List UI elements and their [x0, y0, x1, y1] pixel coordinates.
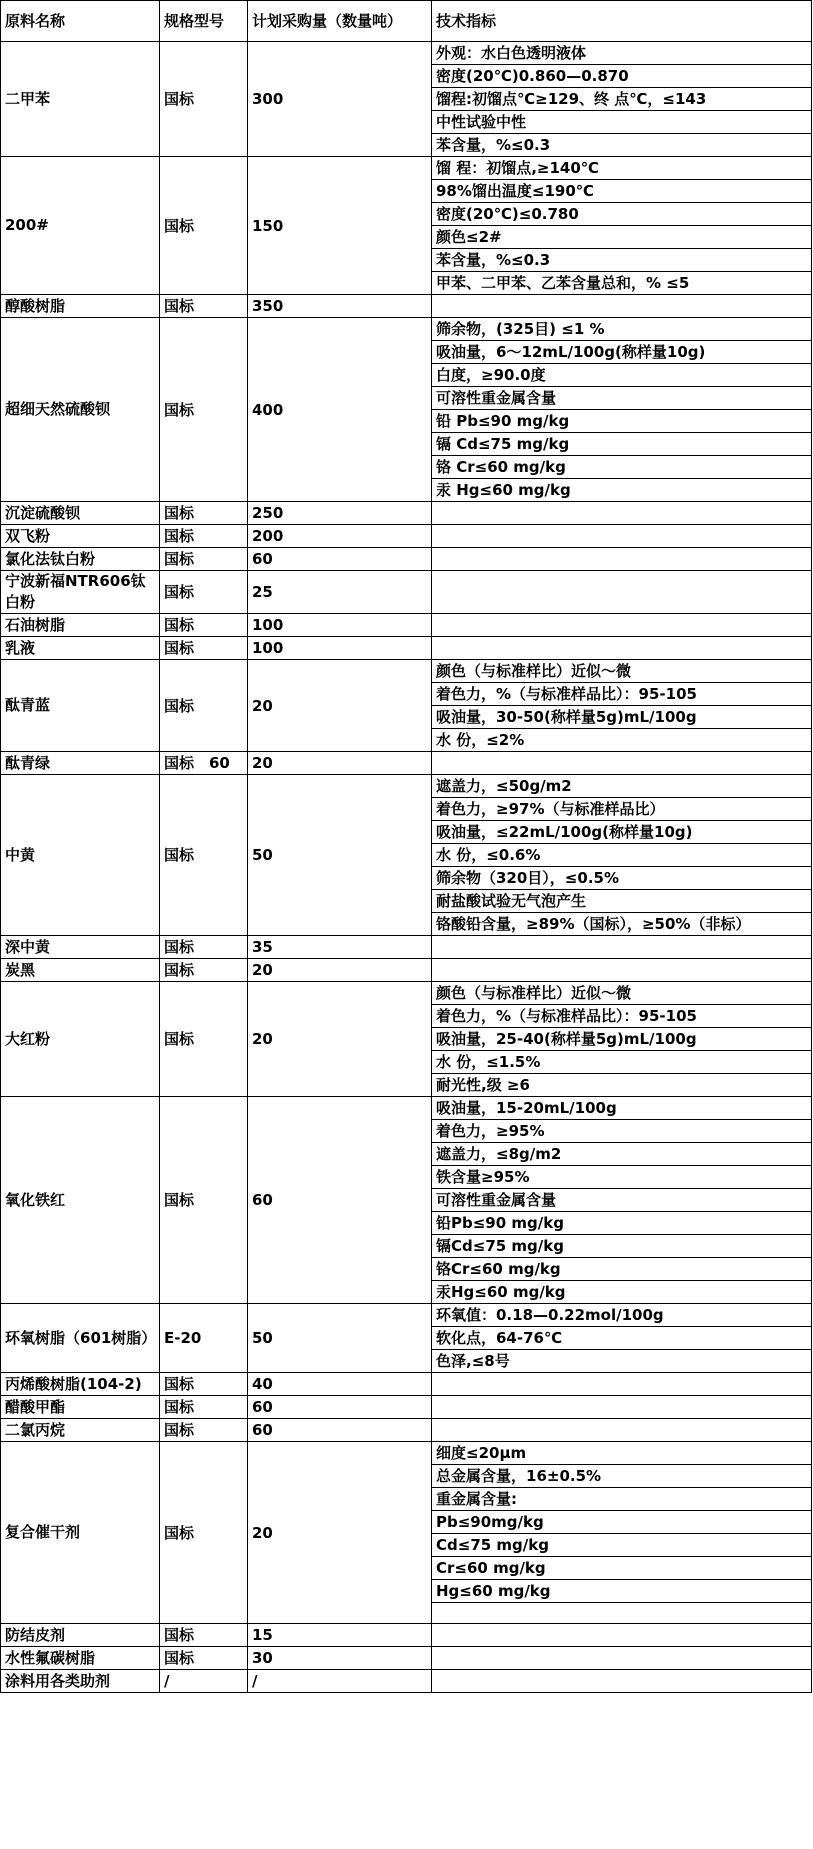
- material-name-cell: 二氯丙烷: [1, 1419, 160, 1442]
- material-name-cell: 醋酸甲酯: [1, 1396, 160, 1419]
- technical-spec-line: 重金属含量:: [432, 1488, 812, 1511]
- technical-spec-line: Pb≤90mg/kg: [432, 1511, 812, 1534]
- spec-model-cell: 国标: [160, 1097, 248, 1304]
- material-name-cell: 二甲苯: [1, 42, 160, 157]
- technical-spec-line: 中性试验中性: [432, 111, 812, 134]
- technical-spec-line: 外观：水白色透明液体: [432, 42, 812, 65]
- technical-spec-line: 着色力，%（与标准样品比）：95-105: [432, 1005, 812, 1028]
- spec-model-cell: 国标: [160, 614, 248, 637]
- technical-spec-line: 着色力，≥95%: [432, 1120, 812, 1143]
- technical-spec-cell: [432, 1396, 812, 1419]
- technical-spec-line: 馏 程：初馏点,≥140℃: [432, 157, 812, 180]
- table-row: [1, 295, 812, 318]
- technical-spec-line: 镉 Cd≤75 mg/kg: [432, 433, 812, 456]
- table-row: [1, 982, 812, 1005]
- material-name-cell: 氯化法钛白粉: [1, 548, 160, 571]
- planned-quantity-cell: 400: [248, 318, 432, 502]
- technical-spec-line: 可溶性重金属含量: [432, 387, 812, 410]
- material-name-cell: 酞青蓝: [1, 660, 160, 752]
- spec-model-cell: 国标: [160, 660, 248, 752]
- technical-spec-line: 着色力，≥97%（与标准样品比）: [432, 798, 812, 821]
- material-name-cell: 炭黑: [1, 959, 160, 982]
- table-row: [1, 318, 812, 341]
- table-row: [1, 1624, 812, 1647]
- technical-spec-line: 铅 Pb≤90 mg/kg: [432, 410, 812, 433]
- table-row: [1, 752, 812, 775]
- technical-spec-cell: [432, 1670, 812, 1693]
- material-name-cell: 超细天然硫酸钡: [1, 318, 160, 502]
- table-row: [1, 614, 812, 637]
- planned-quantity-cell: 60: [248, 548, 432, 571]
- planned-quantity-cell: 20: [248, 660, 432, 752]
- table-row: [1, 1419, 812, 1442]
- spec-model-cell: 国标: [160, 1624, 248, 1647]
- planned-quantity-cell: 60: [248, 1396, 432, 1419]
- material-name-cell: 石油树脂: [1, 614, 160, 637]
- spec-model-cell: 国标: [160, 1647, 248, 1670]
- spec-model-cell: 国标: [160, 775, 248, 936]
- planned-quantity-cell: /: [248, 1670, 432, 1693]
- planned-quantity-cell: 40: [248, 1373, 432, 1396]
- technical-spec-cell: [432, 637, 812, 660]
- table-row: [1, 1442, 812, 1465]
- header-row: [1, 1, 812, 42]
- spec-model-cell: 国标: [160, 959, 248, 982]
- material-name-cell: 双飞粉: [1, 525, 160, 548]
- technical-spec-line: 着色力，%（与标准样品比）：95-105: [432, 683, 812, 706]
- spec-model-cell: 国标: [160, 1396, 248, 1419]
- table-row: [1, 1647, 812, 1670]
- table-row: [1, 548, 812, 571]
- technical-spec-line: 耐盐酸试验无气泡产生: [432, 890, 812, 913]
- material-name-cell: 氧化铁红: [1, 1097, 160, 1304]
- material-name-cell: 防结皮剂: [1, 1624, 160, 1647]
- technical-spec-line: 白度，≥90.0度: [432, 364, 812, 387]
- planned-quantity-cell: 50: [248, 1304, 432, 1373]
- table-row: [1, 1304, 812, 1327]
- spec-model-cell: 国标: [160, 502, 248, 525]
- spec-model-cell: 国标: [160, 982, 248, 1097]
- technical-spec-line: 筛余物（320目），≤0.5%: [432, 867, 812, 890]
- spec-model-cell: 国标 60: [160, 752, 248, 775]
- table-row: [1, 571, 812, 614]
- technical-spec-cell: [432, 936, 812, 959]
- technical-spec-line: 耐光性,级 ≥6: [432, 1074, 812, 1097]
- technical-spec-line: 铁含量≥95%: [432, 1166, 812, 1189]
- technical-spec-line: 铬Cr≤60 mg/kg: [432, 1258, 812, 1281]
- technical-spec-cell: [432, 295, 812, 318]
- planned-quantity-cell: 100: [248, 614, 432, 637]
- technical-spec-cell: [432, 548, 812, 571]
- table-row: [1, 42, 812, 65]
- planned-quantity-cell: 35: [248, 936, 432, 959]
- technical-spec-line: Cd≤75 mg/kg: [432, 1534, 812, 1557]
- technical-spec-line: 镉Cd≤75 mg/kg: [432, 1235, 812, 1258]
- technical-spec-line: 汞 Hg≤60 mg/kg: [432, 479, 812, 502]
- technical-spec-line: 细度≤20μm: [432, 1442, 812, 1465]
- planned-quantity-cell: 300: [248, 42, 432, 157]
- technical-spec-line: 遮盖力，≤8g/m2: [432, 1143, 812, 1166]
- technical-spec-cell: [432, 614, 812, 637]
- planned-quantity-cell: 60: [248, 1097, 432, 1304]
- planned-quantity-cell: 20: [248, 959, 432, 982]
- planned-quantity-cell: 30: [248, 1647, 432, 1670]
- material-name-cell: 丙烯酸树脂(104-2): [1, 1373, 160, 1396]
- technical-spec-line: 吸油量，≤22mL/100g(称样量10g): [432, 821, 812, 844]
- table-row: [1, 936, 812, 959]
- procurement-table-body: [1, 1, 812, 1693]
- technical-spec-cell: [432, 525, 812, 548]
- spec-model-cell: 国标: [160, 1442, 248, 1624]
- technical-spec-line: 遮盖力，≤50g/m2: [432, 775, 812, 798]
- technical-spec-line: 颜色（与标准样比）近似～微: [432, 982, 812, 1005]
- header-planned-quantity: 计划采购量（数量吨）: [248, 1, 432, 42]
- technical-spec-cell: [432, 752, 812, 775]
- technical-spec-line: [432, 1603, 812, 1624]
- spec-model-cell: 国标: [160, 295, 248, 318]
- material-name-cell: 200#: [1, 157, 160, 295]
- table-row: [1, 525, 812, 548]
- technical-spec-cell: [432, 1647, 812, 1670]
- technical-spec-line: 苯含量，%≤0.3: [432, 134, 812, 157]
- material-name-cell: 涂料用各类助剂: [1, 1670, 160, 1693]
- planned-quantity-cell: 20: [248, 1442, 432, 1624]
- spec-model-cell: 国标: [160, 42, 248, 157]
- material-name-cell: 醇酸树脂: [1, 295, 160, 318]
- material-name-cell: 环氧树脂（601树脂）: [1, 1304, 160, 1373]
- table-row: [1, 959, 812, 982]
- technical-spec-cell: [432, 1419, 812, 1442]
- spec-model-cell: 国标: [160, 1419, 248, 1442]
- planned-quantity-cell: 20: [248, 752, 432, 775]
- technical-spec-line: 颜色≤2#: [432, 226, 812, 249]
- technical-spec-line: 环氧值：0.18—0.22mol/100g: [432, 1304, 812, 1327]
- planned-quantity-cell: 350: [248, 295, 432, 318]
- spec-model-cell: 国标: [160, 1373, 248, 1396]
- table-row: [1, 1097, 812, 1120]
- table-row: [1, 775, 812, 798]
- table-row: [1, 660, 812, 683]
- spec-model-cell: 国标: [160, 157, 248, 295]
- technical-spec-line: 汞Hg≤60 mg/kg: [432, 1281, 812, 1304]
- table-row: [1, 502, 812, 525]
- material-name-cell: 乳液: [1, 637, 160, 660]
- planned-quantity-cell: 150: [248, 157, 432, 295]
- technical-spec-line: 馏程:初馏点℃≥129、终 点℃，≤143: [432, 88, 812, 111]
- technical-spec-cell: [432, 1373, 812, 1396]
- technical-spec-line: 吸油量，6～12mL/100g(称样量10g): [432, 341, 812, 364]
- spec-model-cell: E-20: [160, 1304, 248, 1373]
- technical-spec-line: 吸油量，25-40(称样量5g)mL/100g: [432, 1028, 812, 1051]
- technical-spec-line: Cr≤60 mg/kg: [432, 1557, 812, 1580]
- technical-spec-cell: [432, 1624, 812, 1647]
- spec-model-cell: 国标: [160, 936, 248, 959]
- spec-model-cell: 国标: [160, 525, 248, 548]
- technical-spec-line: 苯含量，%≤0.3: [432, 249, 812, 272]
- planned-quantity-cell: 100: [248, 637, 432, 660]
- spec-model-cell: 国标: [160, 548, 248, 571]
- spec-model-cell: 国标: [160, 637, 248, 660]
- material-name-cell: 深中黄: [1, 936, 160, 959]
- spec-model-cell: 国标: [160, 571, 248, 614]
- header-technical-specs: 技术指标: [432, 1, 812, 42]
- spec-model-cell: 国标: [160, 318, 248, 502]
- header-spec-model: 规格型号: [160, 1, 248, 42]
- planned-quantity-cell: 25: [248, 571, 432, 614]
- material-name-cell: 水性氟碳树脂: [1, 1647, 160, 1670]
- technical-spec-line: 铬酸铅含量，≥89%（国标），≥50%（非标）: [432, 913, 812, 936]
- technical-spec-line: 铬 Cr≤60 mg/kg: [432, 456, 812, 479]
- material-name-cell: 中黄: [1, 775, 160, 936]
- technical-spec-line: 水 份，≤2%: [432, 729, 812, 752]
- technical-spec-line: 筛余物，(325目) ≤1 %: [432, 318, 812, 341]
- table-row: [1, 1373, 812, 1396]
- technical-spec-line: 水 份，≤1.5%: [432, 1051, 812, 1074]
- technical-spec-line: Hg≤60 mg/kg: [432, 1580, 812, 1603]
- technical-spec-line: 密度(20℃)≤0.780: [432, 203, 812, 226]
- technical-spec-cell: [432, 571, 812, 614]
- technical-spec-line: 水 份，≤0.6%: [432, 844, 812, 867]
- technical-spec-line: 铅Pb≤90 mg/kg: [432, 1212, 812, 1235]
- material-name-cell: 复合催干剂: [1, 1442, 160, 1624]
- header-material-name: 原料名称: [1, 1, 160, 42]
- material-name-cell: 宁波新福NTR606钛白粉: [1, 571, 160, 614]
- planned-quantity-cell: 200: [248, 525, 432, 548]
- planned-quantity-cell: 60: [248, 1419, 432, 1442]
- technical-spec-line: 软化点，64-76℃: [432, 1327, 812, 1350]
- technical-spec-line: 吸油量，30-50(称样量5g)mL/100g: [432, 706, 812, 729]
- technical-spec-line: 颜色（与标准样比）近似～微: [432, 660, 812, 683]
- spec-model-cell: /: [160, 1670, 248, 1693]
- planned-quantity-cell: 250: [248, 502, 432, 525]
- planned-quantity-cell: 20: [248, 982, 432, 1097]
- technical-spec-line: 色泽,≤8号: [432, 1350, 812, 1373]
- technical-spec-line: 甲苯、二甲苯、乙苯含量总和，% ≤5: [432, 272, 812, 295]
- table-row: [1, 637, 812, 660]
- technical-spec-line: 密度(20℃)0.860—0.870: [432, 65, 812, 88]
- technical-spec-line: 98%馏出温度≤190℃: [432, 180, 812, 203]
- material-name-cell: 沉淀硫酸钡: [1, 502, 160, 525]
- table-row: [1, 1670, 812, 1693]
- technical-spec-cell: [432, 959, 812, 982]
- table-row: [1, 157, 812, 180]
- planned-quantity-cell: 50: [248, 775, 432, 936]
- technical-spec-line: 吸油量，15-20mL/100g: [432, 1097, 812, 1120]
- technical-spec-line: 总金属含量，16±0.5%: [432, 1465, 812, 1488]
- table-row: [1, 1396, 812, 1419]
- material-name-cell: 酞青绿: [1, 752, 160, 775]
- technical-spec-line: 可溶性重金属含量: [432, 1189, 812, 1212]
- material-name-cell: 大红粉: [1, 982, 160, 1097]
- technical-spec-cell: [432, 502, 812, 525]
- planned-quantity-cell: 15: [248, 1624, 432, 1647]
